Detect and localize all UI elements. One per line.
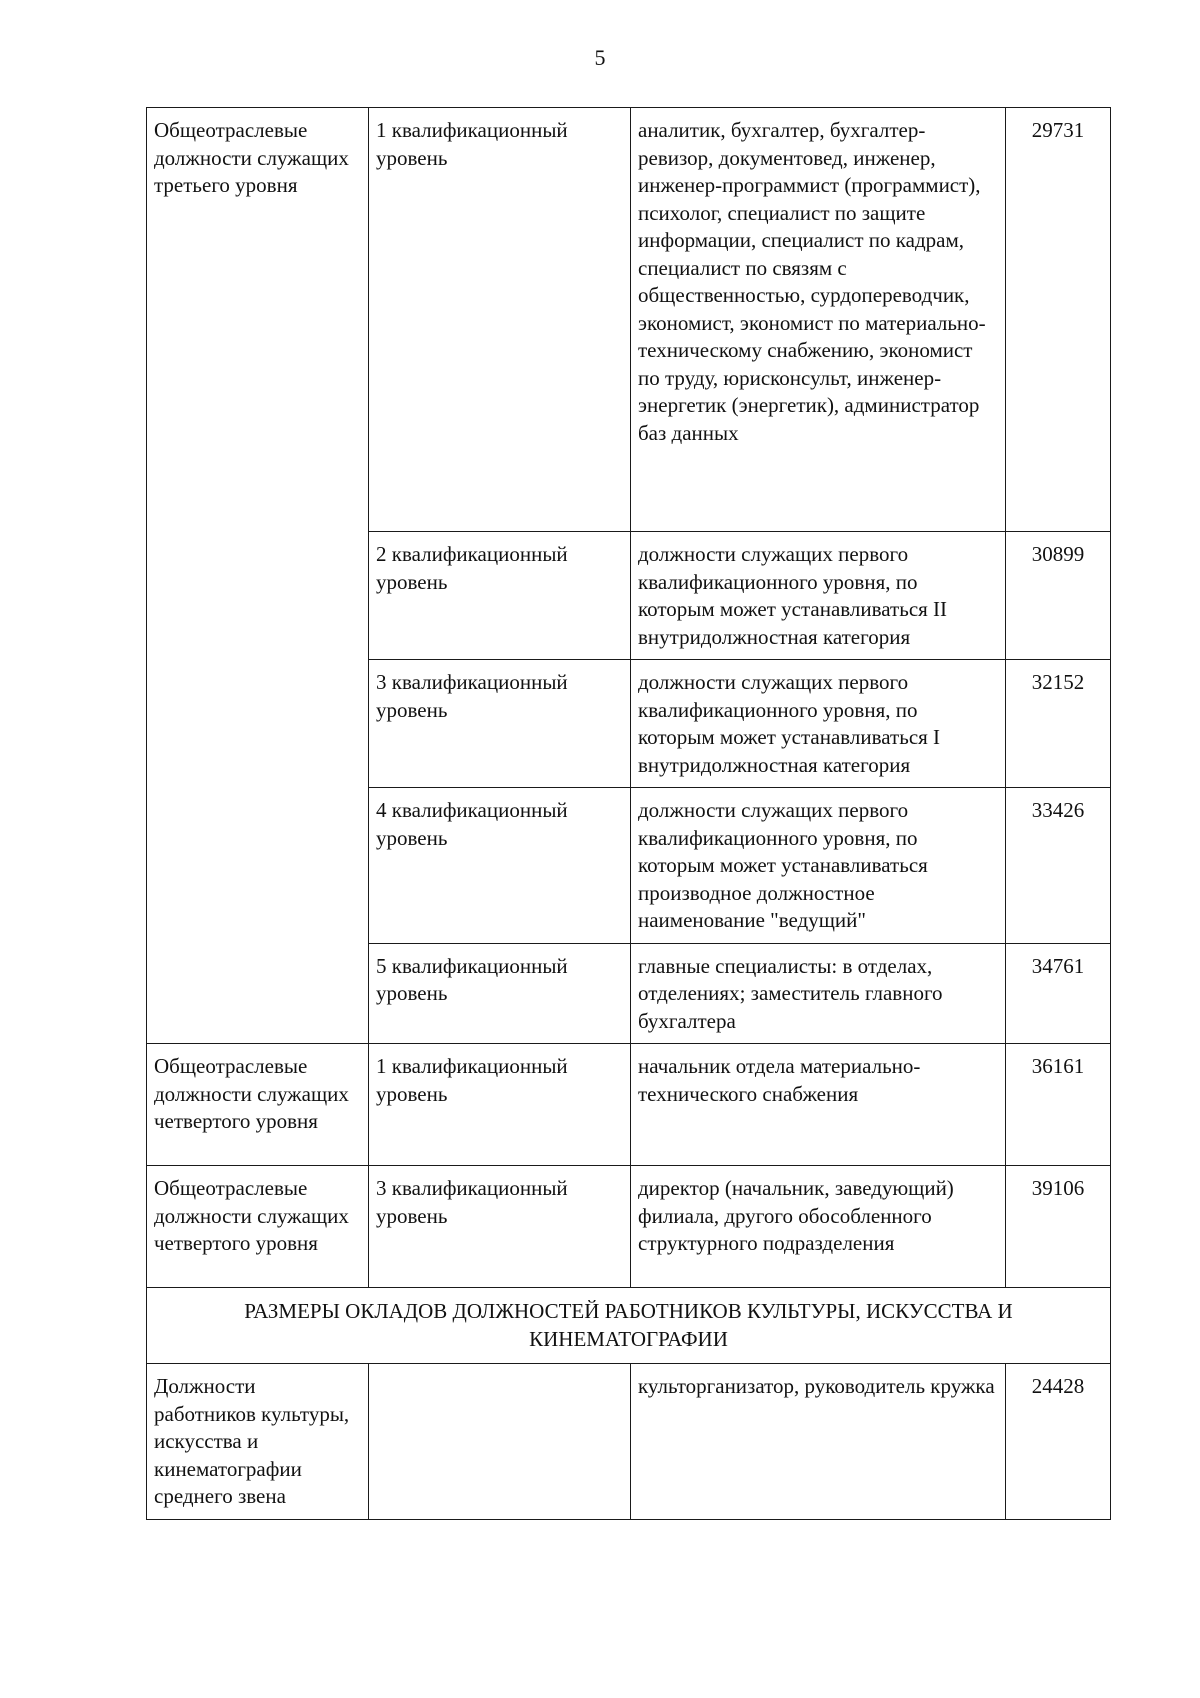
- positions-cell: главные специалисты: в отделах, отделениях; заместитель главного бухгалтера: [631, 943, 1006, 1044]
- positions-cell: директор (начальник, заведующий) филиала, другого обособленного структурного подразделения: [631, 1166, 1006, 1288]
- salary-cell: 24428: [1006, 1364, 1111, 1520]
- page-number: 5: [594, 45, 606, 70]
- salary-cell: 34761: [1006, 943, 1111, 1044]
- group-cell: Общеотраслевые должности служащих четвертого уровня: [147, 1166, 369, 1288]
- positions-cell: начальник отдела материально-технического снабжения: [631, 1044, 1006, 1166]
- level-cell: 1 квалификационный уровень: [369, 1044, 631, 1166]
- table-row: [147, 1166, 1111, 1288]
- group-cell: Должности работников культуры, искусства и кинематографии среднего звена: [147, 1364, 369, 1520]
- salary-table: [146, 107, 1111, 1520]
- group-cell: Общеотраслевые должности служащих третьего уровня: [147, 108, 369, 1044]
- salary-cell: 30899: [1006, 532, 1111, 660]
- section-heading: РАЗМЕРЫ ОКЛАДОВ ДОЛЖНОСТЕЙ РАБОТНИКОВ КУЛЬТУРЫ, ИСКУССТВА И КИНЕМАТОГРАФИИ: [147, 1288, 1111, 1364]
- salary-cell: 39106: [1006, 1166, 1111, 1288]
- level-cell: 2 квалификационный уровень: [369, 532, 631, 660]
- positions-cell: должности служащих первого квалификационного уровня, по которым может устанавливаться производное должностное наименование "ведущий": [631, 788, 1006, 944]
- table-row: [147, 1364, 1111, 1520]
- salary-cell: 29731: [1006, 108, 1111, 532]
- table-row: [147, 108, 1111, 532]
- level-cell: 4 квалификационный уровень: [369, 788, 631, 944]
- positions-cell: культорганизатор, руководитель кружка: [631, 1364, 1006, 1520]
- level-cell: 1 квалификационный уровень: [369, 108, 631, 532]
- salary-cell: 32152: [1006, 660, 1111, 788]
- level-cell: 5 квалификационный уровень: [369, 943, 631, 1044]
- positions-cell: должности служащих первого квалификационного уровня, по которым может устанавливаться I внутридолжностная категория: [631, 660, 1006, 788]
- section-heading-row: [147, 1288, 1111, 1364]
- level-cell: 3 квалификационный уровень: [369, 1166, 631, 1288]
- group-cell: Общеотраслевые должности служащих четвертого уровня: [147, 1044, 369, 1166]
- salary-cell: 33426: [1006, 788, 1111, 944]
- table-row: [147, 1044, 1111, 1166]
- positions-cell: аналитик, бухгалтер, бухгалтер-ревизор, документовед, инженер, инженер-программист (программист), психолог, специалист по защите информации, специалист по кадрам, специалист по связям с общественностью, сурдопереводчик, экономист, экономист по материально-техническому снабжению, экономист по труду, юрисконсульт, инженер-энергетик (энергетик), администратор баз данных: [631, 108, 1006, 532]
- level-cell: 3 квалификационный уровень: [369, 660, 631, 788]
- positions-cell: должности служащих первого квалификационного уровня, по которым может устанавливаться II внутридолжностная категория: [631, 532, 1006, 660]
- salary-cell: 36161: [1006, 1044, 1111, 1166]
- level-cell: [369, 1364, 631, 1520]
